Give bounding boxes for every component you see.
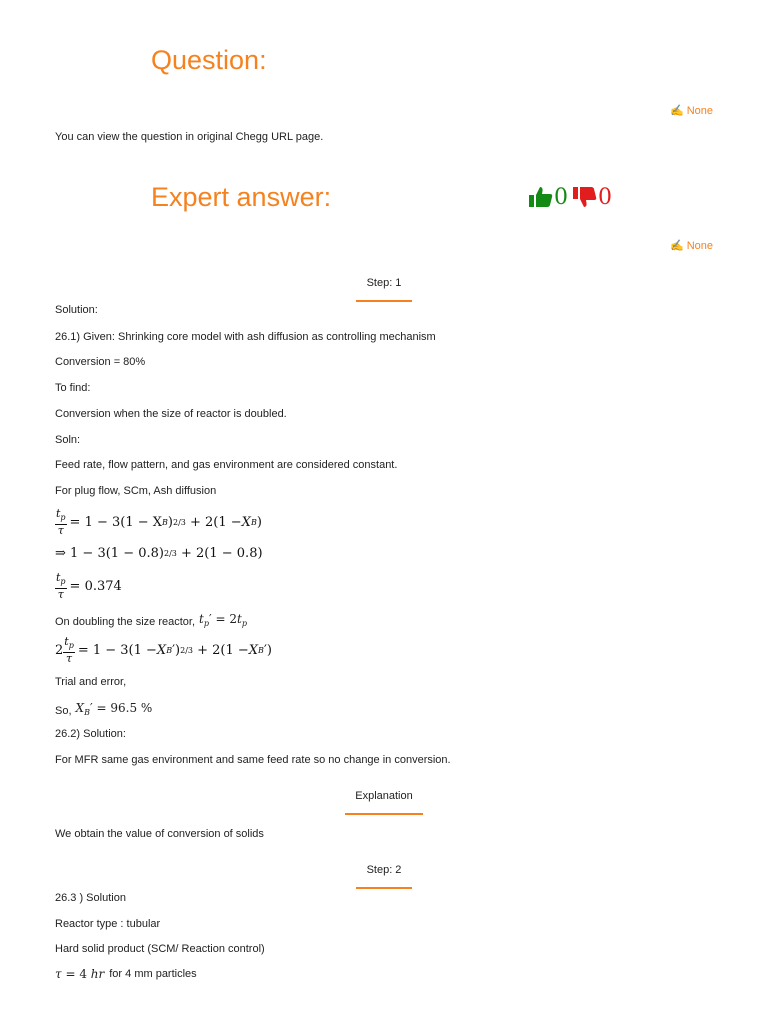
pen-writing-icon: ✍ xyxy=(670,240,684,252)
equation-1: $\frac{t_p}{\tau}$ = 1 − 3(1 − X B ) 2/3 + 2(1 − X B ) xyxy=(56,507,262,537)
step1-label: Step: 1 xyxy=(366,277,402,289)
explanation-text: We obtain the value of conversion of solids xyxy=(55,828,264,840)
explanation-underline xyxy=(345,813,423,815)
pen-writing-icon: ✍ xyxy=(670,105,684,117)
tau-suffix: for 4 mm particles xyxy=(109,968,197,980)
step1-line: 26.1) Given: Shrinking core model with ash diffusion as controlling mechanism xyxy=(55,331,436,343)
step1-line: To find: xyxy=(55,382,91,394)
answer-author-name: None xyxy=(686,240,713,252)
explanation-label: Explanation xyxy=(355,790,413,802)
step1-line: Soln: xyxy=(55,434,81,446)
step2-line: Reactor type : tubular xyxy=(55,918,161,930)
question-author-name: None xyxy=(686,105,713,117)
so-text: So, xyxy=(55,704,72,717)
thumbs-up-icon xyxy=(529,186,553,208)
equation-2-text: ⇒ 1 − 3(1 − 0.8) xyxy=(55,546,164,561)
so-value: = 96.5 % xyxy=(96,701,153,715)
solution-26-2: 26.2) Solution: xyxy=(55,728,126,740)
question-author[interactable] xyxy=(670,104,713,118)
question-heading: Question: xyxy=(151,45,267,75)
downvote-button[interactable] xyxy=(573,185,612,210)
question-body: You can view the question in original Chegg URL page. xyxy=(55,131,324,143)
fraction-tp-over-tau: $\frac{t_p}{\tau}$ xyxy=(64,635,74,665)
step1-line: Solution: xyxy=(55,304,98,316)
step2-line: Hard solid product (SCM/ Reaction control) xyxy=(55,943,265,955)
answer-heading: Expert answer: xyxy=(151,182,332,212)
step1-line: For plug flow, SCm, Ash diffusion xyxy=(55,485,217,497)
step1-line: Feed rate, flow pattern, and gas environment are considered constant. xyxy=(55,459,398,471)
fraction-tp-over-tau: $\frac{t_p}{\tau}$ xyxy=(56,507,66,537)
thumbs-down-icon xyxy=(573,186,597,208)
trial-text: Trial and error, xyxy=(55,676,127,688)
equation-1-rhs: = 1 − 3(1 − X xyxy=(69,515,163,530)
answer-author[interactable] xyxy=(670,239,713,253)
step2-line: 26.3 ) Solution xyxy=(55,892,126,904)
doubling-text: On doubling the size reactor, xyxy=(55,615,196,628)
tau-line: τ = 4 hr for 4 mm particles xyxy=(55,967,197,981)
step2-underline xyxy=(356,887,412,889)
fraction-tp-over-tau: $\frac{t_p}{\tau}$ xyxy=(56,571,66,601)
equation-4: 2 $\frac{t_p}{\tau}$ = 1 − 3(1 − X B ′) 2/3 + 2(1 − X B ′) xyxy=(55,635,272,665)
mfr-text: For MFR same gas environment and same feed rate so no change in conversion. xyxy=(55,754,451,766)
upvote-button[interactable] xyxy=(529,185,568,210)
upvote-count: 0 xyxy=(554,184,568,210)
step1-underline xyxy=(356,300,412,302)
downvote-count: 0 xyxy=(598,184,612,210)
step1-line: Conversion = 80% xyxy=(55,356,146,368)
doubling-line: On doubling the size reactor, $t_p' = 2t_p$ xyxy=(55,612,247,628)
so-line: So, $X_B' = 96.5$ % xyxy=(55,701,153,717)
equation-3-rhs: = 0.374 xyxy=(69,579,122,594)
step2-label: Step: 2 xyxy=(366,864,402,876)
vote-group xyxy=(529,182,612,212)
equation-3 xyxy=(55,572,122,601)
equation-2: ⇒ 1 − 3(1 − 0.8) 2/3 + 2(1 − 0.8) xyxy=(55,546,263,561)
step1-line: Conversion when the size of reactor is doubled. xyxy=(55,408,287,420)
